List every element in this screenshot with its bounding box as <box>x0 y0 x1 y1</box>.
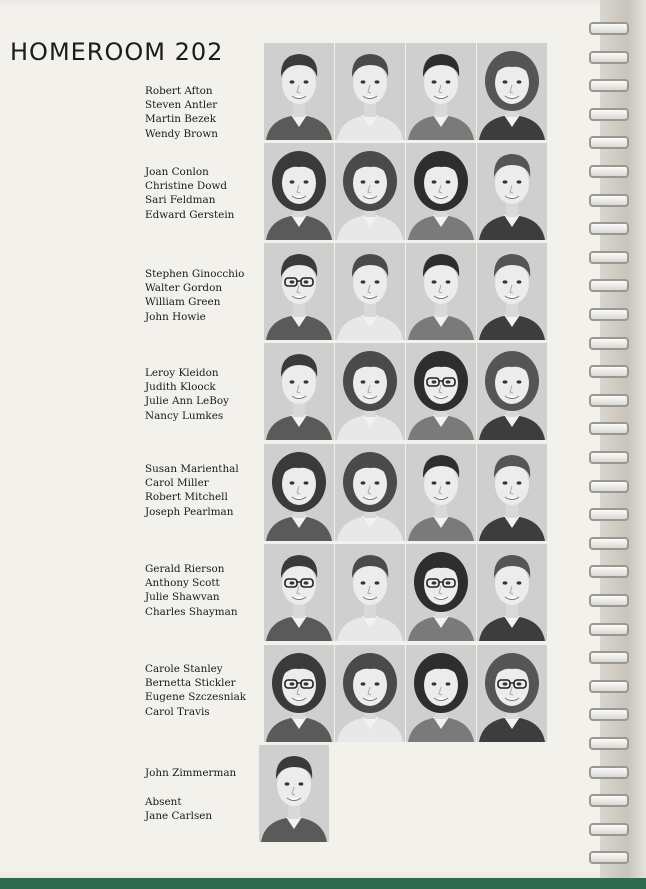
binding-ring <box>589 194 629 207</box>
binding-ring <box>589 651 629 664</box>
absent-section <box>145 795 212 823</box>
student-photo <box>477 243 547 340</box>
binding-ring <box>589 165 629 178</box>
student-name: Robert Mitchell <box>145 491 228 504</box>
binding-ring <box>589 365 629 378</box>
student-photo <box>477 645 547 742</box>
student-name: Gerald Rierson <box>145 563 225 575</box>
absent-label: Absent <box>145 796 182 808</box>
binding-ring <box>589 823 629 836</box>
name-list <box>145 267 244 324</box>
student-photo <box>477 43 547 140</box>
binding-ring <box>589 108 629 121</box>
student-photo <box>406 243 476 340</box>
student-name: John Zimmerman <box>145 767 237 779</box>
name-list <box>145 165 234 222</box>
student-name: Christine Dowd <box>145 180 228 193</box>
student-name: Sari Feldman <box>145 194 216 207</box>
binding-ring <box>589 337 629 350</box>
student-photo <box>406 343 476 440</box>
binding-ring <box>589 279 629 292</box>
binding-ring <box>589 737 629 750</box>
binding-ring <box>589 594 629 607</box>
binding-ring <box>589 508 629 521</box>
student-name: Steven Antler <box>145 99 218 112</box>
student-name: Edward Gerstein <box>145 208 235 221</box>
student-photo <box>335 444 405 541</box>
binding-ring <box>589 251 629 264</box>
student-photo <box>264 544 334 641</box>
student-photo <box>335 43 405 140</box>
student-name: William Green <box>145 296 221 309</box>
student-photo <box>477 343 547 440</box>
student-name: Julie Ann LeBoy <box>145 395 229 408</box>
name-list <box>145 766 236 780</box>
student-photo <box>264 243 334 340</box>
student-name: Carole Stanley <box>145 663 223 675</box>
binding-ring <box>589 136 629 149</box>
name-list <box>145 562 238 619</box>
student-name: Anthony Scott <box>145 577 220 590</box>
absent-name: Jane Carlsen <box>145 810 213 823</box>
student-photo <box>406 43 476 140</box>
student-photo <box>477 444 547 541</box>
student-name: Stephen Ginocchio <box>145 268 245 280</box>
name-list <box>145 662 246 719</box>
binding-ring <box>589 394 629 407</box>
binding-ring <box>589 851 629 864</box>
student-photo <box>335 143 405 240</box>
binding-ring <box>589 480 629 493</box>
name-list <box>145 84 218 141</box>
name-list <box>145 366 229 423</box>
binding-ring <box>589 565 629 578</box>
student-photo <box>335 243 405 340</box>
binding-ring <box>589 308 629 321</box>
student-name: Susan Marienthal <box>145 463 239 475</box>
binding-ring <box>589 51 629 64</box>
student-photo <box>264 43 334 140</box>
student-name: Nancy Lumkes <box>145 409 224 422</box>
student-photo <box>264 444 334 541</box>
student-name: Martin Bezek <box>145 113 216 126</box>
student-photo <box>335 645 405 742</box>
binding-ring <box>589 537 629 550</box>
student-photo <box>406 143 476 240</box>
student-name: Wendy Brown <box>145 127 218 140</box>
student-name: John Howie <box>145 310 206 323</box>
student-name: Joseph Pearlman <box>145 505 234 518</box>
student-photo <box>264 143 334 240</box>
binding-ring <box>589 22 629 35</box>
binding-ring <box>589 422 629 435</box>
binding-ring <box>589 79 629 92</box>
binding-ring <box>589 708 629 721</box>
binding-ring <box>589 766 629 779</box>
student-name: Bernetta Stickler <box>145 677 236 690</box>
student-photo <box>406 544 476 641</box>
student-photo <box>264 645 334 742</box>
student-name: Judith Kloock <box>145 381 216 394</box>
binding-ring <box>589 222 629 235</box>
student-photo <box>335 544 405 641</box>
student-photo <box>477 544 547 641</box>
student-name: Carol Miller <box>145 477 209 490</box>
binding-ring <box>589 680 629 693</box>
student-name: Leroy Kleidon <box>145 367 219 379</box>
student-photo <box>406 645 476 742</box>
student-name: Robert Afton <box>145 85 213 97</box>
student-photo <box>259 745 329 842</box>
student-photo <box>477 143 547 240</box>
student-name: Walter Gordon <box>145 282 223 295</box>
student-name: Joan Conlon <box>145 166 209 178</box>
page-title: HOMEROOM 202 <box>10 38 224 66</box>
student-photo <box>335 343 405 440</box>
student-photo <box>264 343 334 440</box>
student-photo <box>406 444 476 541</box>
student-name: Julie Shawvan <box>145 591 220 604</box>
student-name: Charles Shayman <box>145 605 238 618</box>
binding-ring <box>589 451 629 464</box>
binding-ring <box>589 623 629 636</box>
binding-ring <box>589 794 629 807</box>
student-name: Carol Travis <box>145 705 210 718</box>
name-list <box>145 462 239 519</box>
student-name: Eugene Szczesniak <box>145 691 247 704</box>
